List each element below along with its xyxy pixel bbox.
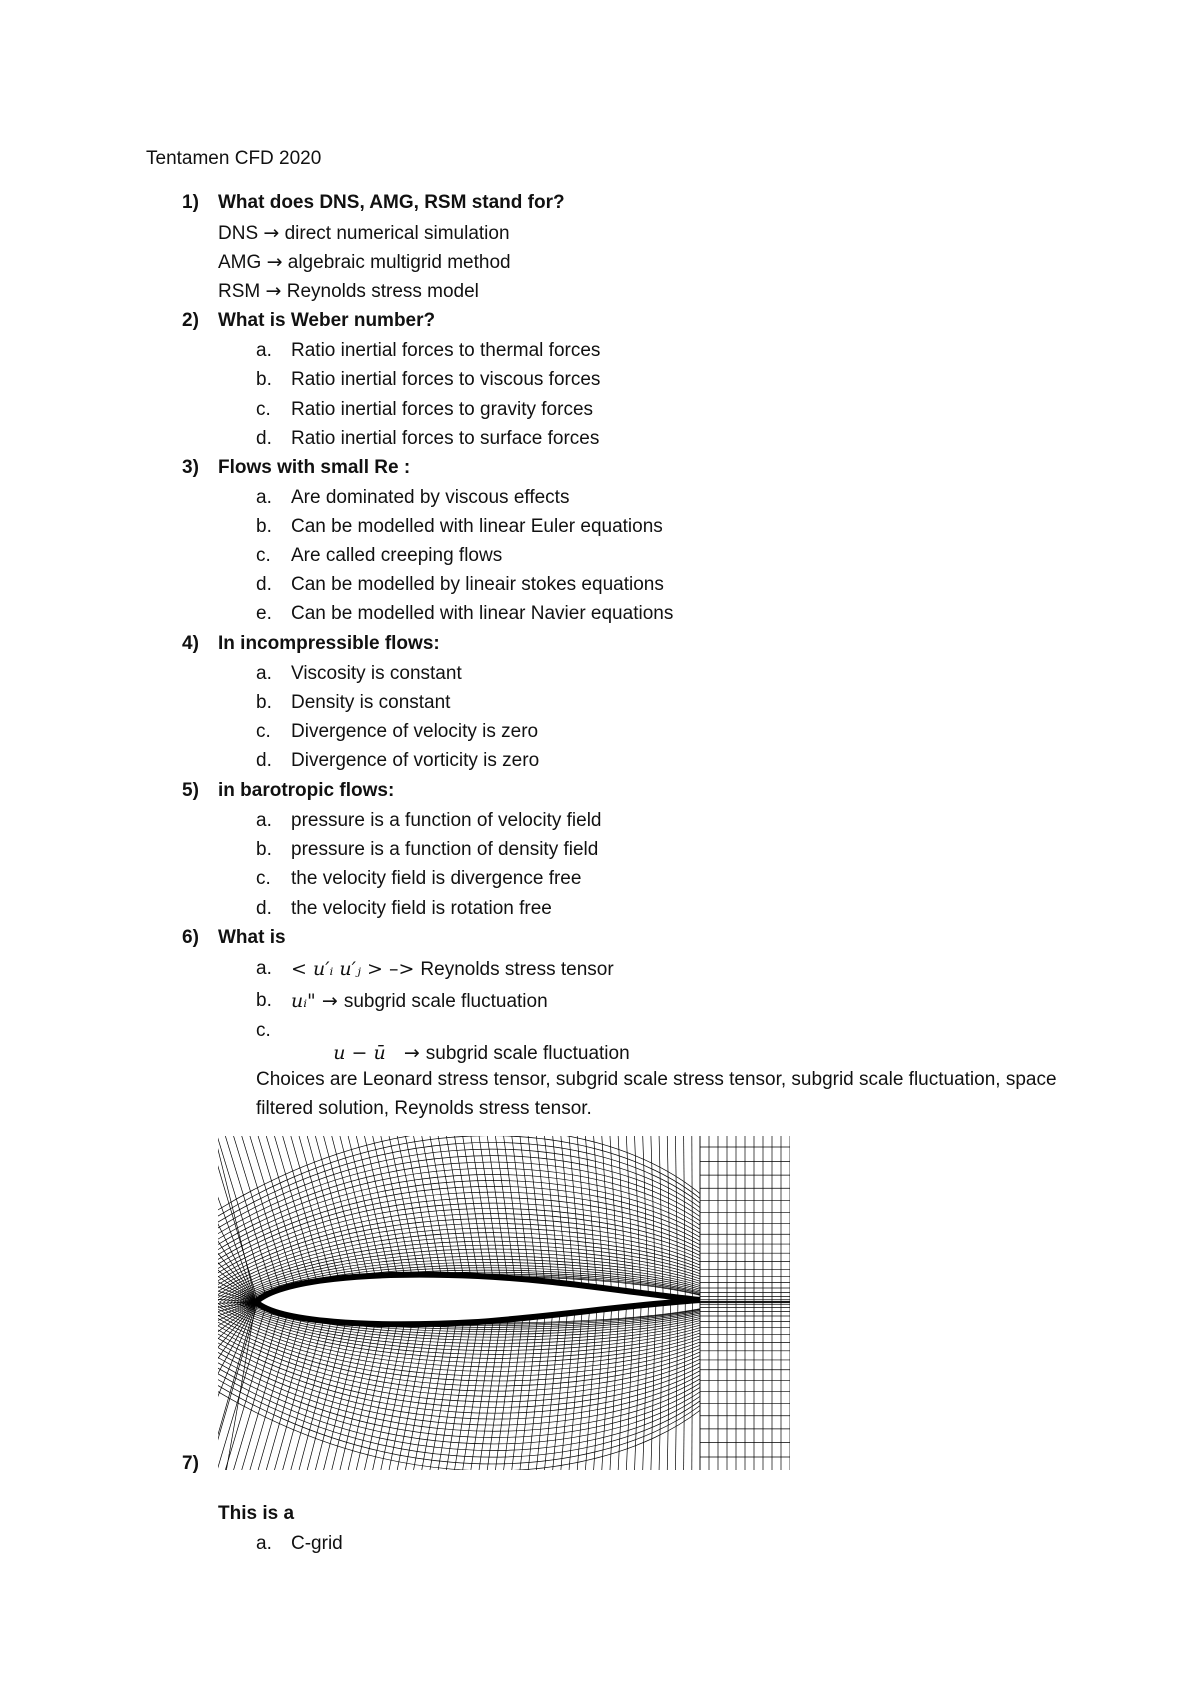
option-letter: b. [256, 692, 272, 713]
option-text: Ratio inertial forces to gravity forces [291, 399, 594, 420]
option-letter: c. [256, 868, 271, 889]
question-number: 3) [182, 457, 199, 478]
option-letter: a. [256, 663, 272, 684]
option-letter: a. [256, 810, 272, 831]
option-text: Viscosity is constant [291, 663, 462, 684]
option-text: C-grid [291, 1533, 343, 1554]
option-text: Ratio inertial forces to surface forces [291, 428, 600, 449]
option-text: subgrid scale fluctuation [343, 991, 548, 1012]
option-text: subgrid scale fluctuation [425, 1043, 630, 1064]
option-letter: a. [256, 487, 272, 508]
question-text: in barotropic flows: [218, 780, 395, 801]
option-letter: d. [256, 898, 272, 919]
option-letter: c. [256, 545, 271, 566]
option-text: pressure is a function of density field [291, 839, 599, 860]
option-text: the velocity field is divergence free [291, 868, 582, 889]
option-content [291, 958, 614, 981]
option-separator: –> [382, 958, 421, 980]
question-number: 5) [182, 780, 199, 801]
option-letter: b. [256, 516, 272, 537]
answer-line [218, 222, 510, 245]
question-text: What does DNS, AMG, RSM stand for? [218, 192, 565, 213]
arrow-icon: → [263, 222, 280, 244]
question-text: What is Weber number? [218, 310, 436, 331]
option-letter: b. [256, 990, 272, 1011]
option-text: Can be modelled with linear Navier equations [291, 603, 674, 624]
choices-paragraph: Choices are Leonard stress tensor, subgrid scale stress tensor, subgrid scale fluctuation, space filtered solution, Reynolds stress tensor. [256, 1069, 1057, 1119]
answer-line [218, 251, 511, 274]
math-expression: u − ū [333, 1042, 386, 1064]
option-letter: c. [256, 721, 271, 742]
option-letter: d. [256, 574, 272, 595]
document-title: Tentamen CFD 2020 [146, 148, 322, 169]
option-text: Density is constant [291, 692, 451, 713]
option-content [291, 990, 548, 1013]
option-text: Can be modelled by lineair stokes equations [291, 574, 664, 595]
option-letter: d. [256, 428, 272, 449]
question-number: 4) [182, 633, 199, 654]
option-text: pressure is a function of velocity field [291, 810, 602, 831]
option-text: Divergence of velocity is zero [291, 721, 539, 742]
option-letter: b. [256, 369, 272, 390]
option-text: Ratio inertial forces to thermal forces [291, 340, 601, 361]
option-letter: a. [256, 340, 272, 361]
option-separator: → [315, 990, 344, 1012]
arrow-icon: → [265, 280, 282, 302]
option-letter: c. [256, 399, 271, 420]
meaning: direct numerical simulation [284, 223, 510, 244]
math-expression: < u′ᵢ u′ⱼ > [291, 958, 383, 980]
option-letter: b. [256, 839, 272, 860]
math-expression: uᵢ" [291, 990, 316, 1012]
abbreviation: RSM [218, 281, 261, 302]
option-separator: → [385, 1042, 426, 1064]
abbreviation: AMG [218, 252, 262, 273]
question-text: Flows with small Re : [218, 457, 411, 478]
question-text: In incompressible flows: [218, 633, 440, 654]
option-text: Are called creeping flows [291, 545, 503, 566]
option-text: Can be modelled with linear Euler equations [291, 516, 663, 537]
question-number: 7) [182, 1453, 199, 1474]
option-letter: e. [256, 603, 272, 624]
question-number: 2) [182, 310, 199, 331]
question-text: What is [218, 927, 286, 948]
option-text: the velocity field is rotation free [291, 898, 552, 919]
airfoil-mesh-graphic [218, 1136, 790, 1470]
meaning: Reynolds stress model [286, 281, 479, 302]
option-text: Ratio inertial forces to viscous forces [291, 369, 601, 390]
meaning: algebraic multigrid method [287, 252, 511, 273]
arrow-icon: → [266, 251, 283, 273]
answer-line [218, 280, 479, 303]
option-letter: d. [256, 750, 272, 771]
option-text: Are dominated by viscous effects [291, 487, 570, 508]
question-number: 1) [182, 192, 199, 213]
airfoil-mesh-figure [218, 1136, 790, 1470]
question-text: This is a [218, 1503, 295, 1524]
option-letter: c. [256, 1020, 271, 1041]
option-text: Reynolds stress tensor [420, 959, 614, 980]
option-text: Divergence of vorticity is zero [291, 750, 540, 771]
question-number: 6) [182, 927, 199, 948]
abbreviation: DNS [218, 223, 259, 244]
option-letter: a. [256, 958, 272, 979]
option-letter: a. [256, 1533, 272, 1554]
